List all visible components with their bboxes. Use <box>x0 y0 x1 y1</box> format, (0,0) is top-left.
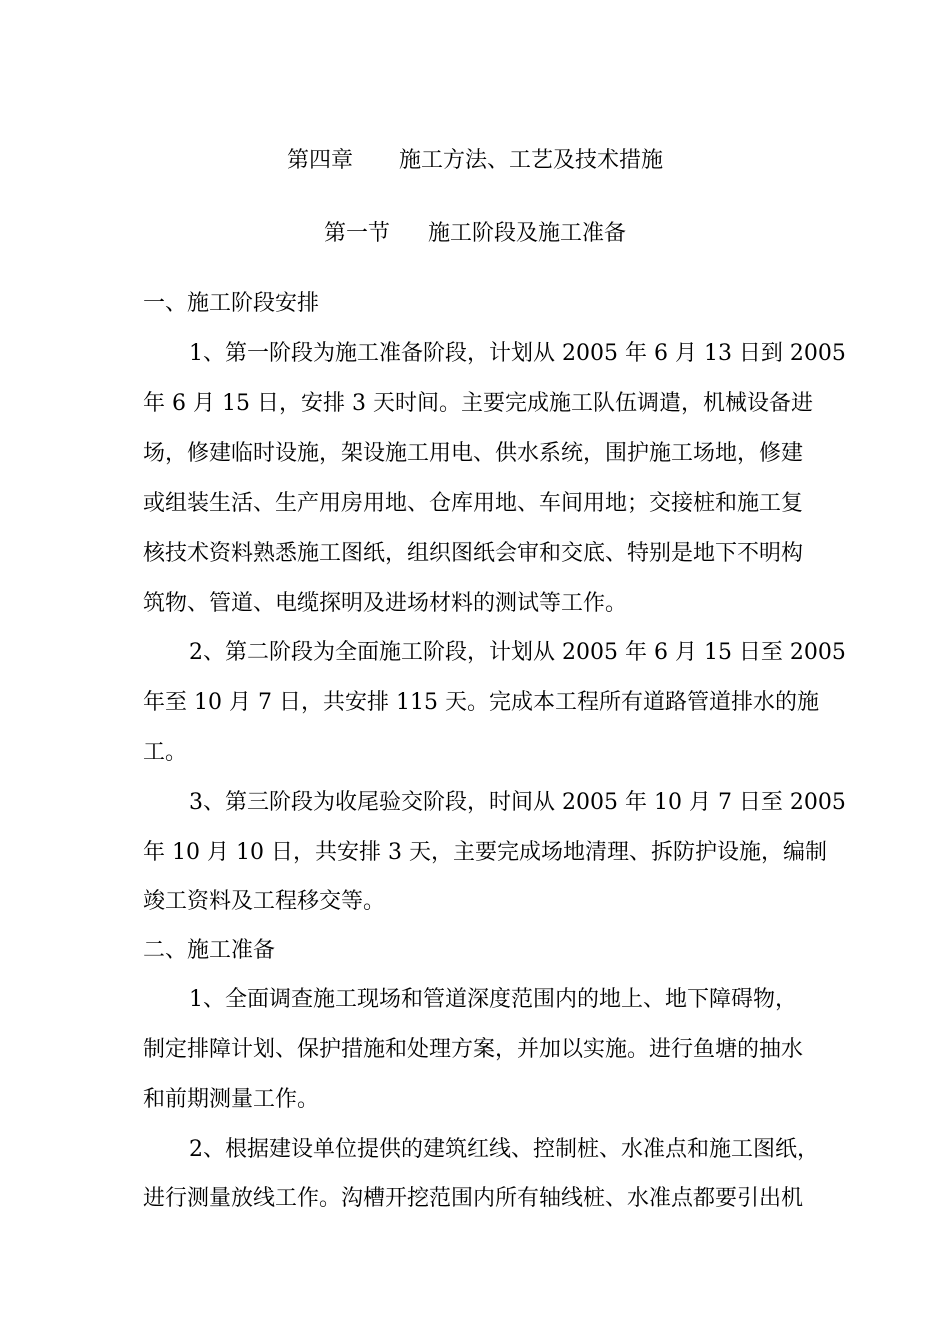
paragraph-line: 年 10 月 10 日，共安排 3 天，主要完成场地清理、拆防护设施，编制 <box>143 840 827 865</box>
paragraph-line: 2、第二阶段为全面施工阶段，计划从 2005 年 6 月 15 日至 2005 <box>189 640 846 665</box>
paragraph-line: 竣工资料及工程移交等。 <box>143 889 386 914</box>
paragraph-line: 核技术资料熟悉施工图纸，组织图纸会审和交底、特别是地下不明构 <box>143 541 804 566</box>
paragraph-line: 筑物、管道、电缆探明及进场材料的测试等工作。 <box>143 591 628 616</box>
subheading-preparation: 二、施工准备 <box>143 938 276 963</box>
paragraph-line: 制定排障计划、保护措施和处理方案，并加以实施。进行鱼塘的抽水 <box>143 1037 804 1062</box>
chapter-title: 施工方法、工艺及技术措施 <box>399 148 664 173</box>
paragraph-line: 3、第三阶段为收尾验交阶段，时间从 2005 年 10 月 7 日至 2005 <box>189 790 846 815</box>
paragraph-line: 1、第一阶段为施工准备阶段，计划从 2005 年 6 月 13 日到 2005 <box>189 341 846 366</box>
paragraph-line: 年至 10 月 7 日，共安排 115 天。完成本工程所有道路管道排水的施 <box>143 690 819 715</box>
paragraph-line: 工。 <box>143 740 188 765</box>
paragraph-line: 进行测量放线工作。沟槽开挖范围内所有轴线桩、水准点都要引出机 <box>143 1186 804 1211</box>
section-title: 施工阶段及施工准备 <box>428 221 627 246</box>
paragraph-line: 或组装生活、生产用房用地、仓库用地、车间用地；交接桩和施工复 <box>143 491 804 516</box>
paragraph-line: 年 6 月 15 日，安排 3 天时间。主要完成施工队伍调遣，机械设备进 <box>143 391 813 416</box>
paragraph-line: 1、全面调查施工现场和管道深度范围内的地上、地下障碍物， <box>189 987 797 1012</box>
paragraph-line: 2、根据建设单位提供的建筑红线、控制桩、水准点和施工图纸， <box>189 1137 819 1162</box>
chapter-number: 第四章 <box>286 148 353 173</box>
section-heading <box>0 219 950 249</box>
chapter-heading <box>0 146 950 176</box>
subheading-stage-arrangement: 一、施工阶段安排 <box>143 291 320 316</box>
section-number: 第一节 <box>323 221 390 246</box>
paragraph-line: 和前期测量工作。 <box>143 1087 320 1112</box>
paragraph-line: 场，修建临时设施，架设施工用电、供水系统，围护施工场地，修建 <box>143 441 804 466</box>
